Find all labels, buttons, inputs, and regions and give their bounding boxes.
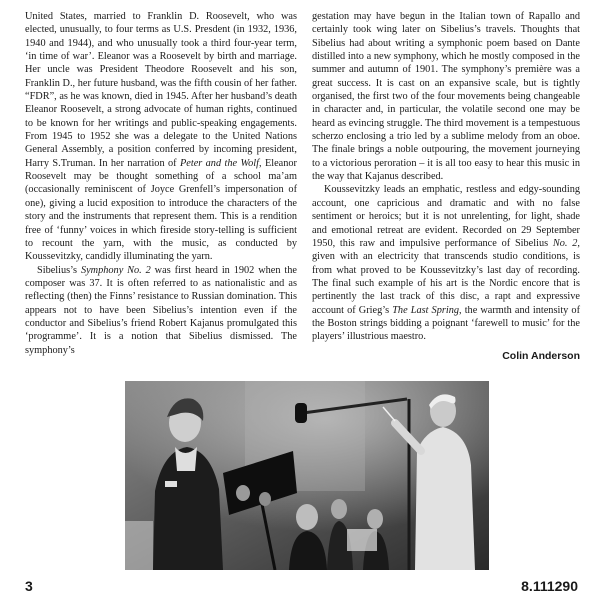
author-signature: Colin Anderson <box>502 349 580 362</box>
paragraph-koussevitzky: Koussevitzky leads an emphatic, restless and edgy-sounding account, one capricious and dramatic and with no false sentiment or heroics; but it is not unrelenting, for light, shade and emotional retreat are evident. Recorded on 29 September 1950, this raw and impulsive performance of Sibelius No. 2, given with an electricity that transcends studio conditions, is from what proved to be Koussevitzky’s last day of recording. The final such example of his art is the Nordic encore that is pertinently the last track of this disc, a rapt and expressive account of Grieg’s The Last Spring, the warmth and intensity of the Boston strings bidding a poignant ‘farewell to music’ for the players’ illustrious maestro. <box>312 184 580 343</box>
left-text-column <box>25 10 297 357</box>
recording-session-photo <box>125 381 489 570</box>
page-number: 3 <box>25 578 33 594</box>
paragraph-roosevelt: United States, married to Franklin D. Roosevelt, who was elected, unusually, to four terms as U.S. Presdent (in 1932, 1936, 1940 and 1944), and who unusually took a third four-year term, ‘in time of war’. Eleanor was a Roosevelt by birth and marriage. Her uncle was President Theodore Roosevelt and his son, Franklin D., her future husband, was the fifth cousin of her father. “FDR”, as he was known, died in 1945. After her husband’s death Eleanor Roosevelt, a strong advocate of human rights, continued to be known for her writings and public-speaking engagements. From 1945 to 1952 she was a delegate to the United Nations General Assembly, a position conferred by incoming president, Harry S.Truman. In her narration of Peter and the Wolf, Eleanor Roosevelt may be thought something of a school ma’am (occasionally reminiscent of Joyce Grenfell’s impersonation of one), giving a lucid exposition to introduce the characters of the story and the instruments that represent them. This is a rendition free of ‘funny’ voices in which fireside story-telling is sufficient to recount the yarn, with the music, as conducted by Koussevitzky, candidly illuminating the yarn. <box>25 11 297 263</box>
right-text-column <box>312 10 580 363</box>
catalog-number: 8.111290 <box>521 578 578 594</box>
paragraph-symphony: gestation may have begun in the Italian town of Rapallo and certainly took wing later on Sibelius’s travels. Thoughts that Sibelius had about writing a symphonic poem based on Dante distilled into a new symphony, which he mostly composed in the summer and autumn of 1901. The symphony’s première was a great success. It is cast on an expansive scale, but is tightly organised, the first two of the four movements being changeable in character and, in particular, the volatile second one may be heard as evincing struggle. The third movement is a tempestuous scherzo enclosing a trio led by a sublime melody from an oboe. The finale brings a noble outpouring, the movement journeying to a victorious peroration – it is all too easy to hear this music in the way that Kajanus described. <box>312 11 580 183</box>
paragraph-sibelius-intro: Sibelius’s Symphony No. 2 was first heard in 1902 when the composer was 37. It is often referred to as nationalistic and as reflecting (then) the Finns’ resistance to Russian domination. This appears not to have been Sibelius’s intention even if the conductor and Sibelius’s friend Robert Kajanus promulgated this ‘programme’. It is a notion that Sibelius dismissed. The symphony’s <box>25 264 297 356</box>
